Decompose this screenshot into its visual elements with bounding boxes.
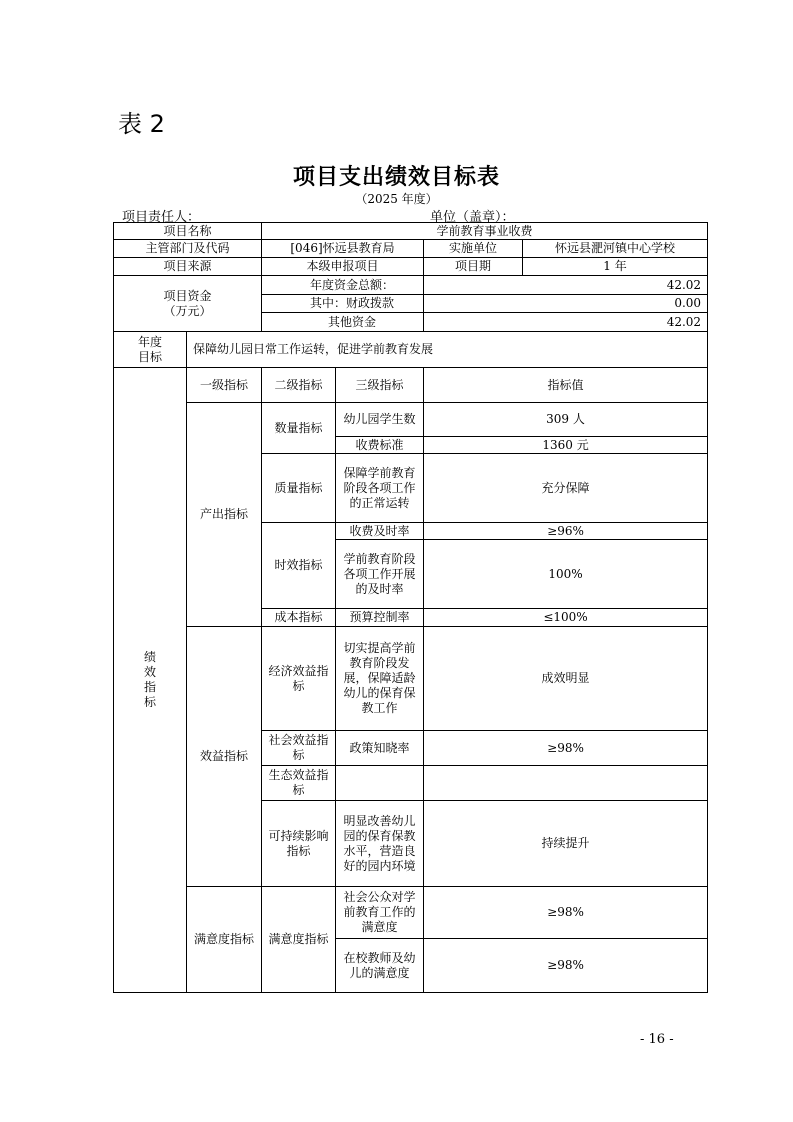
indicator-value: ≤100%	[424, 609, 708, 627]
level2-indicator: 满意度指标	[262, 887, 336, 993]
page-label: 表 2	[118, 110, 165, 138]
impl-cell	[424, 240, 708, 258]
perf-label-char: 绩	[143, 650, 156, 664]
indicator-value: 持续提升	[424, 801, 708, 887]
level3-indicator: 切实提高学前教育阶段发展，保障适龄幼儿的保育保教工作	[336, 627, 424, 731]
annual-goal-label-line1: 年度	[137, 334, 162, 349]
indicator-value: ≥98%	[424, 887, 708, 939]
perf-label-char: 指	[143, 680, 156, 694]
indicator-value: 100%	[424, 540, 708, 609]
performance-target-table	[113, 222, 708, 993]
indicator-value: 309 人	[424, 403, 708, 437]
funds-label-line2: （万元）	[163, 303, 212, 318]
table-row	[114, 332, 708, 368]
table-row	[114, 368, 708, 403]
perf-label-char: 标	[143, 695, 156, 709]
document-year: （2025 年度）	[355, 192, 438, 206]
total-funds-value: 42.02	[424, 276, 708, 295]
level3-indicator	[336, 766, 424, 801]
indicator-value: 成效明显	[424, 627, 708, 731]
level1-satisfaction: 满意度指标	[187, 887, 262, 993]
level2-indicator: 成本指标	[262, 609, 336, 627]
perf-label-char: 效	[143, 665, 156, 679]
funds-label-line1: 项目资金	[163, 288, 212, 303]
document-title: 项目支出绩效目标表	[292, 165, 500, 190]
level2-indicator: 时效指标	[262, 523, 336, 609]
project-funds-label	[114, 276, 262, 332]
indicator-value	[424, 766, 708, 801]
indicator-value: ≥96%	[424, 523, 708, 540]
level1-benefit: 效益指标	[187, 627, 262, 887]
level3-indicator: 幼儿园学生数	[336, 403, 424, 437]
level2-indicator: 数量指标	[262, 403, 336, 454]
level3-indicator: 收费及时率	[336, 523, 424, 540]
project-source-value: 本级申报项目	[262, 258, 424, 276]
annual-goal-value: 保障幼儿园日常工作运转，促进学前教育发展	[187, 332, 708, 368]
other-funds-label: 其他资金	[262, 313, 424, 332]
level2-indicator: 社会效益指标	[262, 731, 336, 766]
project-name-label: 项目名称	[114, 223, 262, 240]
level3-indicator: 在校教师及幼儿的满意度	[336, 939, 424, 993]
level3-indicator: 明显改善幼儿园的保育保教水平，营造良好的园内环境	[336, 801, 424, 887]
project-period-value: 1 年	[603, 259, 627, 273]
indicator-value: 1360 元	[424, 437, 708, 454]
period-cell	[424, 258, 708, 276]
page-number: - 16 -	[640, 1032, 674, 1047]
table-row	[114, 258, 708, 276]
level3-indicator: 社会公众对学前教育工作的满意度	[336, 887, 424, 939]
table-row	[114, 887, 708, 939]
unit-seal-label: 单位（盖章）：	[430, 210, 515, 225]
level2-indicator: 生态效益指标	[262, 766, 336, 801]
project-period-label: 项目期	[424, 258, 523, 275]
column-header-level2: 二级指标	[262, 368, 336, 403]
department-label: 主管部门及代码	[114, 240, 262, 258]
level3-indicator: 预算控制率	[336, 609, 424, 627]
table-row	[114, 627, 708, 731]
impl-unit-label: 实施单位	[424, 240, 523, 257]
responsible-person-label: 项目责任人：	[122, 210, 201, 225]
fiscal-funds-value: 0.00	[424, 295, 708, 313]
level3-indicator: 收费标准	[336, 437, 424, 454]
impl-unit-value: 怀远县淝河镇中心学校	[555, 241, 676, 255]
level3-indicator: 保障学前教育阶段各项工作的正常运转	[336, 454, 424, 523]
level1-output: 产出指标	[187, 403, 262, 627]
level2-indicator: 经济效益指标	[262, 627, 336, 731]
level3-indicator: 学前教育阶段各项工作开展的及时率	[336, 540, 424, 609]
other-funds-value: 42.02	[424, 313, 708, 332]
project-name-value: 学前教育事业收费	[262, 223, 708, 240]
indicator-value: 充分保障	[424, 454, 708, 523]
performance-indicator-label	[114, 368, 187, 993]
level2-indicator: 质量指标	[262, 454, 336, 523]
indicator-value: ≥98%	[424, 939, 708, 993]
table-row	[114, 403, 708, 437]
table-row	[114, 276, 708, 295]
column-header-value: 指标值	[424, 368, 708, 403]
annual-goal-label-line2: 目标	[137, 349, 162, 364]
fiscal-funds-label: 其中：财政拨款	[262, 295, 424, 313]
total-funds-label: 年度资金总额：	[262, 276, 424, 295]
level2-indicator: 可持续影响指标	[262, 801, 336, 887]
annual-goal-label	[114, 332, 187, 368]
table-row	[114, 240, 708, 258]
table-row	[114, 223, 708, 240]
project-source-label: 项目来源	[114, 258, 262, 276]
column-header-level1: 一级指标	[187, 368, 262, 403]
level3-indicator: 政策知晓率	[336, 731, 424, 766]
department-value: [046]怀远县教育局	[262, 240, 424, 258]
column-header-level3: 三级指标	[336, 368, 424, 403]
indicator-value: ≥98%	[424, 731, 708, 766]
